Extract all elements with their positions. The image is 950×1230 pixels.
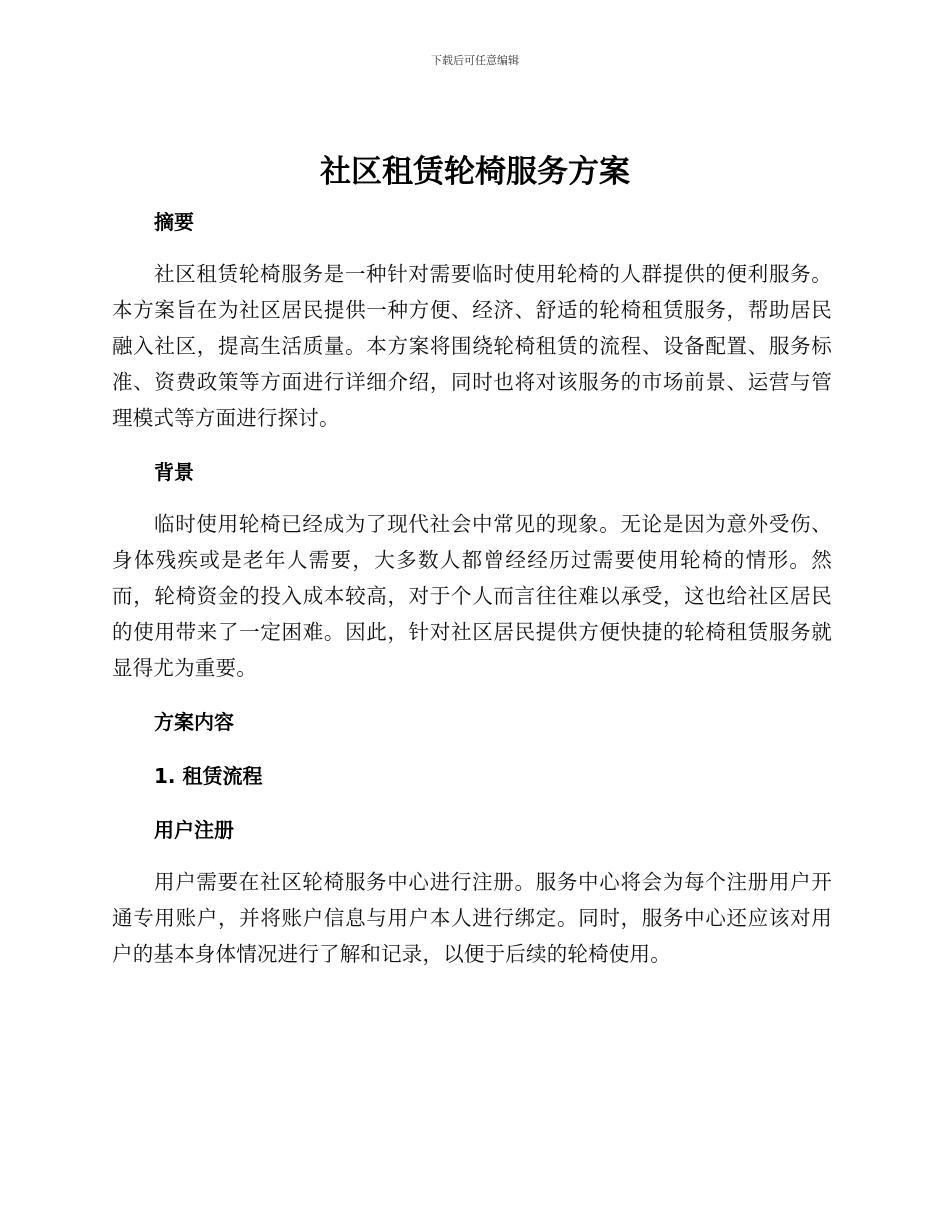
paragraph-abstract: 社区租赁轮椅服务是一种针对需要临时使用轮椅的人群提供的便利服务。本方案旨在为社区居民提供一种方便、经济、舒适的轮椅租赁服务，帮助居民融入社区，提高生活质量。本方案将围绕轮椅租赁的流程、设备配置、服务标准、资费政策等方面进行详细介绍，同时也将对该服务的市场前景、运营与管理模式等方面进行探讨。 xyxy=(112,262,832,430)
document-title: 社区租赁轮椅服务方案 xyxy=(320,154,630,190)
section-heading-background: 背景 xyxy=(154,460,194,484)
paragraph-background: 临时使用轮椅已经成为了现代社会中常见的现象。无论是因为意外受伤、身体残疾或是老年人需要，大多数人都曾经经历过需要使用轮椅的情形。然而，轮椅资金的投入成本较高，对于个人而言往往难以承受，这也给社区居民的使用带来了一定困难。因此，针对社区居民提供方便快捷的轮椅租赁服务就显得尤为重要。 xyxy=(112,512,832,680)
section-heading-content: 方案内容 xyxy=(154,710,234,734)
section-heading-abstract: 摘要 xyxy=(154,210,194,234)
header-note: 下载后可任意编辑 xyxy=(431,54,519,67)
subsection-heading-rental-flow: 1. 租赁流程 xyxy=(154,764,263,788)
subsection-heading-user-registration: 用户注册 xyxy=(154,818,234,842)
document-body xyxy=(112,200,832,972)
paragraph-user-registration: 用户需要在社区轮椅服务中心进行注册。服务中心将会为每个注册用户开通专用账户，并将账户信息与用户本人进行绑定。同时，服务中心还应该对用户的基本身体情况进行了解和记录，以便于后续的轮椅使用。 xyxy=(112,870,832,966)
